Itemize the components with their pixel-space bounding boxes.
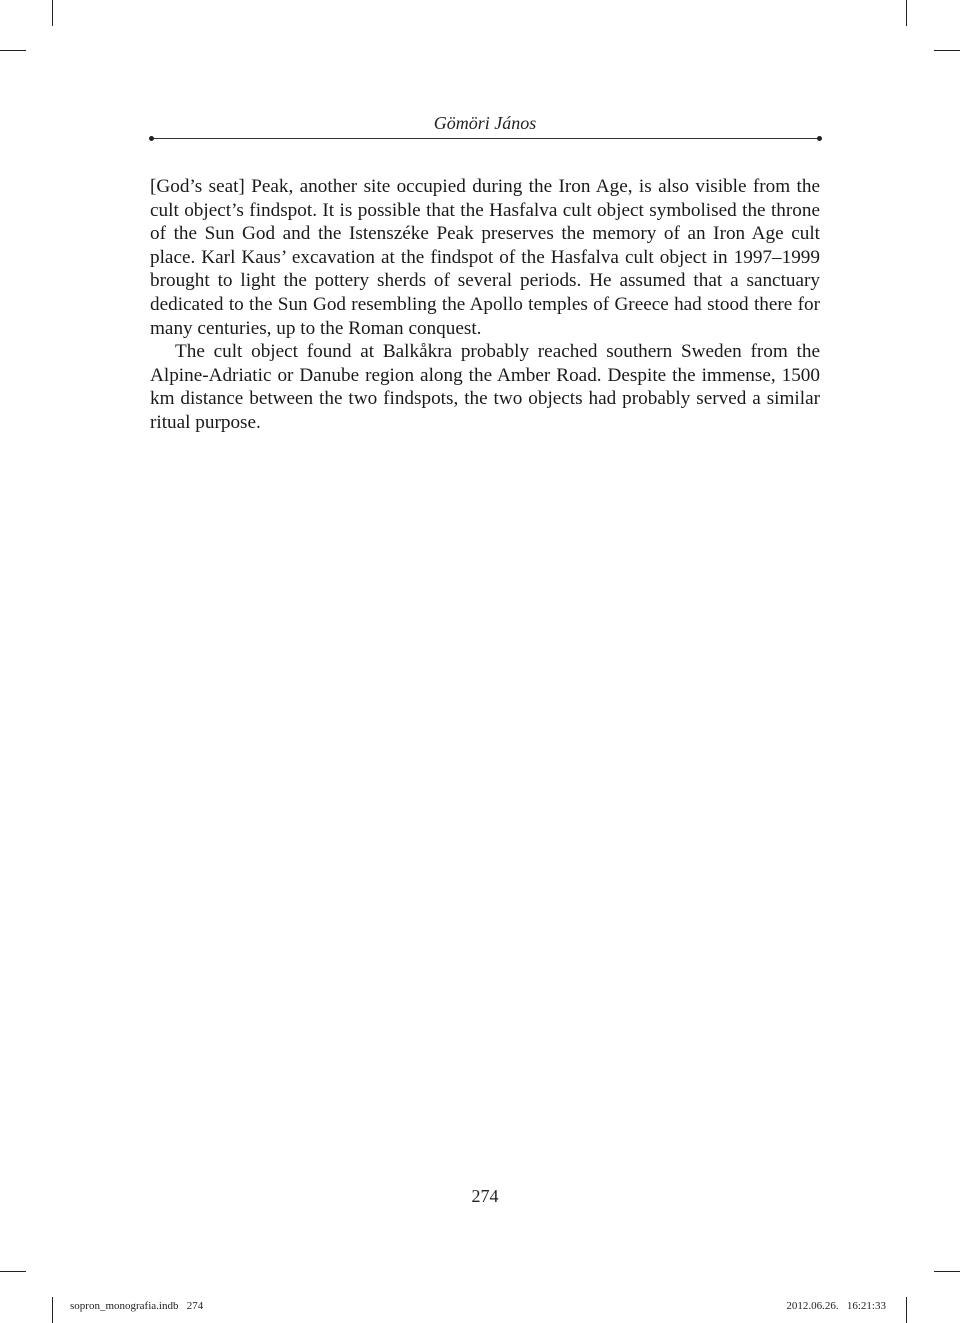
paragraph: The cult object found at Balkåkra probably reached southern Sweden from the Alpine-Adriatic or Danube region along the Amber Road. Despite the immense, 1500 km distance between the two findspots, the two objects had probably served a similar ritual purpose.	[150, 341, 820, 433]
body-text	[150, 175, 820, 435]
crop-mark-top-right	[906, 0, 907, 26]
paragraph: [God’s seat] Peak, another site occupied during the Iron Age, is also visible from the cult object’s findspot. It is possible that the Hasfalva cult object symbolised the throne of the Sun God and the Istenszéke Peak preserves the memory of an Iron Age cult place. Karl Kaus’ excavation at the findspot of the Hasfalva cult object in 1997–1999 brought to light the pottery sherds of several periods. He assumed that a sanctuary dedicated to the Sun God resembling the Apollo temples of Greece had stood there for many centuries, up to the Roman conquest.	[150, 176, 820, 339]
running-head-title: Gömöri János	[433, 113, 537, 133]
crop-mark-right-bottom	[934, 1271, 960, 1272]
slug-timestamp: 2012.06.26. 16:21:33	[786, 1300, 886, 1312]
crop-mark-bottom-left	[52, 1297, 53, 1323]
crop-mark-top-left	[52, 0, 53, 26]
header-rule-dot-right	[817, 136, 822, 141]
header-rule-dot-left	[149, 136, 154, 141]
crop-mark-left-bottom	[0, 1271, 26, 1272]
page-number: 274	[471, 1186, 499, 1206]
header-rule	[151, 138, 819, 139]
crop-mark-left-top	[0, 50, 26, 51]
slug-file-info: sopron_monografia.indb 274	[70, 1300, 204, 1312]
crop-mark-bottom-right	[906, 1297, 907, 1323]
crop-mark-right-top	[934, 50, 960, 51]
